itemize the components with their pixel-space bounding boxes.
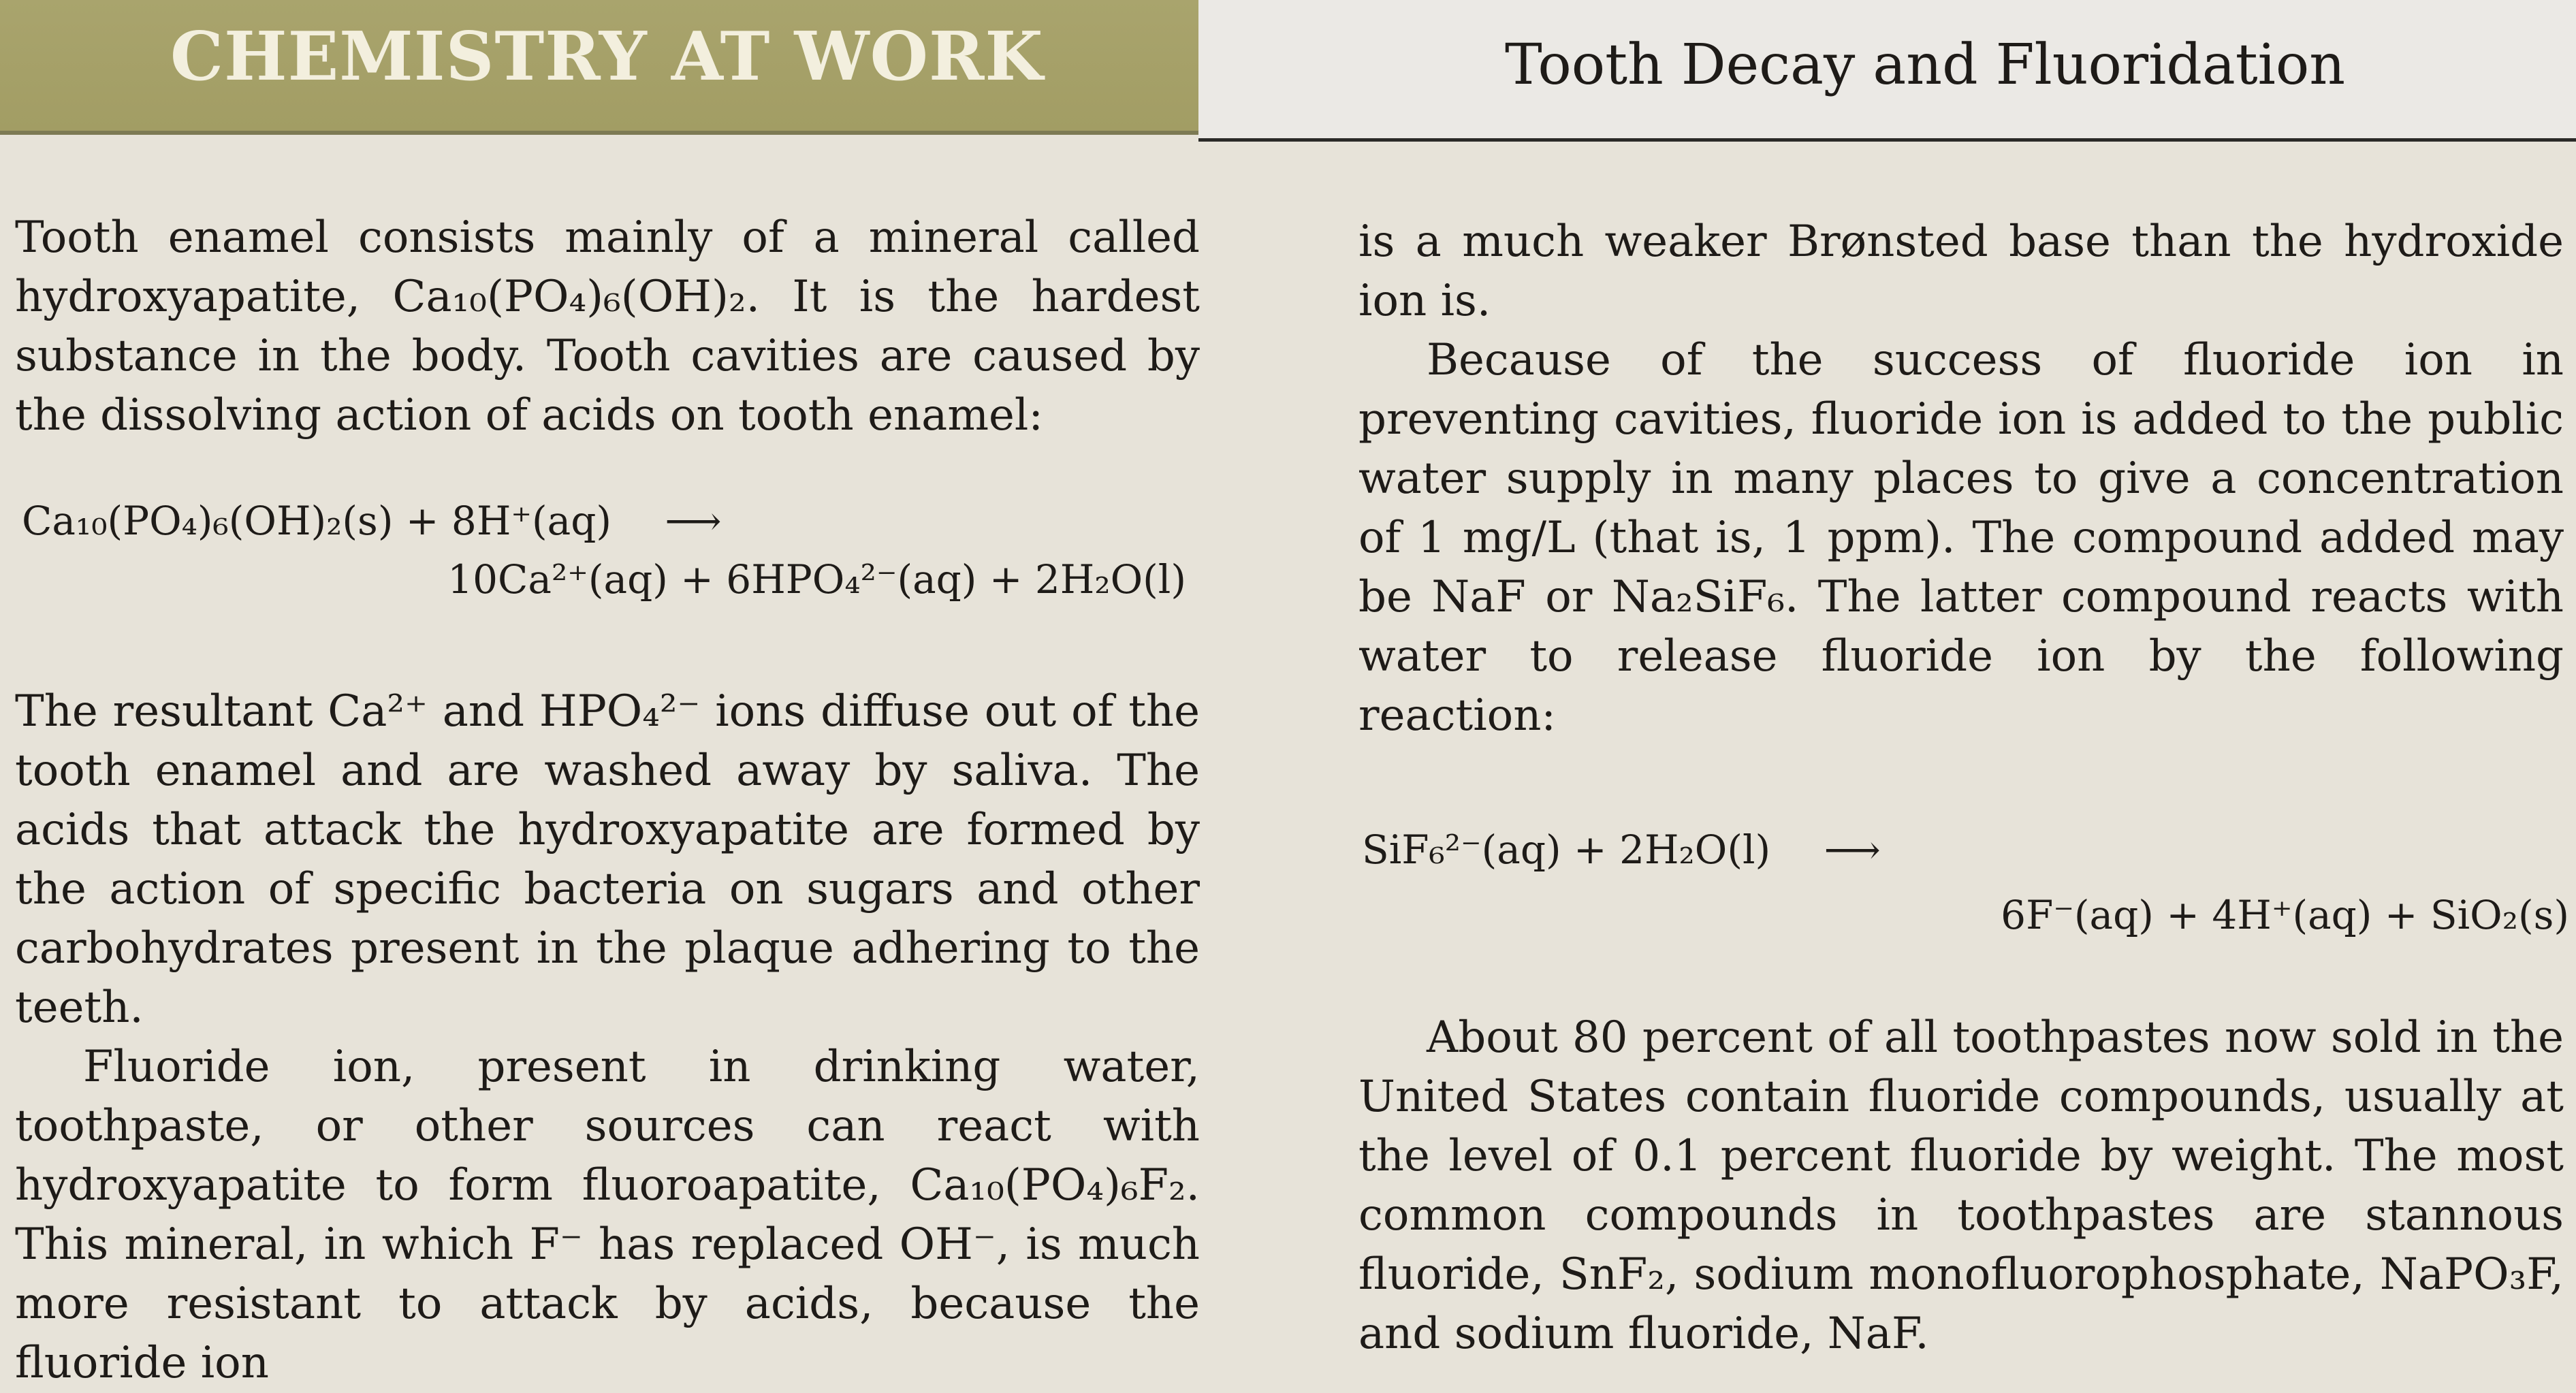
left-column xyxy=(15,208,1200,1393)
equation-enamel-dissolution xyxy=(15,492,1200,659)
section-tag-banner xyxy=(0,0,1198,135)
equation-fluoride-release xyxy=(1358,820,2569,984)
page-title: Tooth Decay and Fluoridation xyxy=(1505,33,2346,97)
equation-1-reactants xyxy=(22,492,722,551)
right-paragraph-2: Because of the success of fluoride ion in preventing cavities, fluoride ion is added to the public water supply in many places to give a concentration of 1 mg/L (that is, 1 ppm). The compound added may be NaF or Na₂SiF₆. The latter compound reacts with water to release fluoride ion by the following reaction: xyxy=(1358,335,2564,741)
reaction-arrow-icon: ⟶ xyxy=(1824,827,1881,873)
right-paragraph-1: is a much weaker Brønsted base than the hydroxide ion is. xyxy=(1358,217,2564,326)
equation-1-reactants-text: Ca₁₀(PO₄)₆(OH)₂(s) + 8H⁺(aq) xyxy=(22,498,611,544)
left-paragraph-2: The resultant Ca²⁺ and HPO₄²⁻ ions diffuse out of the tooth enamel and are washed away by saliva. The acids that attack the hydroxyapatite are formed by the action of specific bacteria on sugars and other carbohydrates present in the plaque adhering to the teeth. xyxy=(15,686,1200,1033)
equation-2-reactants xyxy=(1362,820,1881,880)
title-bar xyxy=(1198,0,2576,142)
equation-1-products: 10Ca²⁺(aq) + 6HPO₄²⁻(aq) + 2H₂O(l) xyxy=(447,556,1186,603)
left-paragraph-3: Fluoride ion, present in drinking water, toothpaste, or other sources can react with hydroxyapatite to form fluoroapatite, Ca₁₀(PO₄)₆F₂. This mineral, in which F⁻ has replaced OH⁻, is much more resistant to attack by acids, because the fluoride ion xyxy=(15,1042,1200,1388)
section-tag: CHEMISTRY AT WORK xyxy=(170,18,1044,96)
equation-2-reactants-text: SiF₆²⁻(aq) + 2H₂O(l) xyxy=(1362,827,1771,873)
right-paragraph-3: About 80 percent of all toothpastes now sold in the United States contain fluoride compounds, usually at the level of 0.1 percent fluoride by weight. The most common compounds in toothpastes are stannous fluoride, SnF₂, sodium monofluorophosphate, NaPO₃F, and sodium fluoride, NaF. xyxy=(1358,1012,2564,1359)
left-paragraph-1: Tooth enamel consists mainly of a mineral called hydroxyapatite, Ca₁₀(PO₄)₆(OH)₂. It is the hardest substance in the body. Tooth cavities are caused by the dissolving action of acids on tooth enamel: xyxy=(15,212,1200,441)
equation-2-products: 6F⁻(aq) + 4H⁺(aq) + SiO₂(s) xyxy=(2001,892,2569,938)
right-column xyxy=(1358,212,2569,1364)
reaction-arrow-icon: ⟶ xyxy=(665,498,722,544)
